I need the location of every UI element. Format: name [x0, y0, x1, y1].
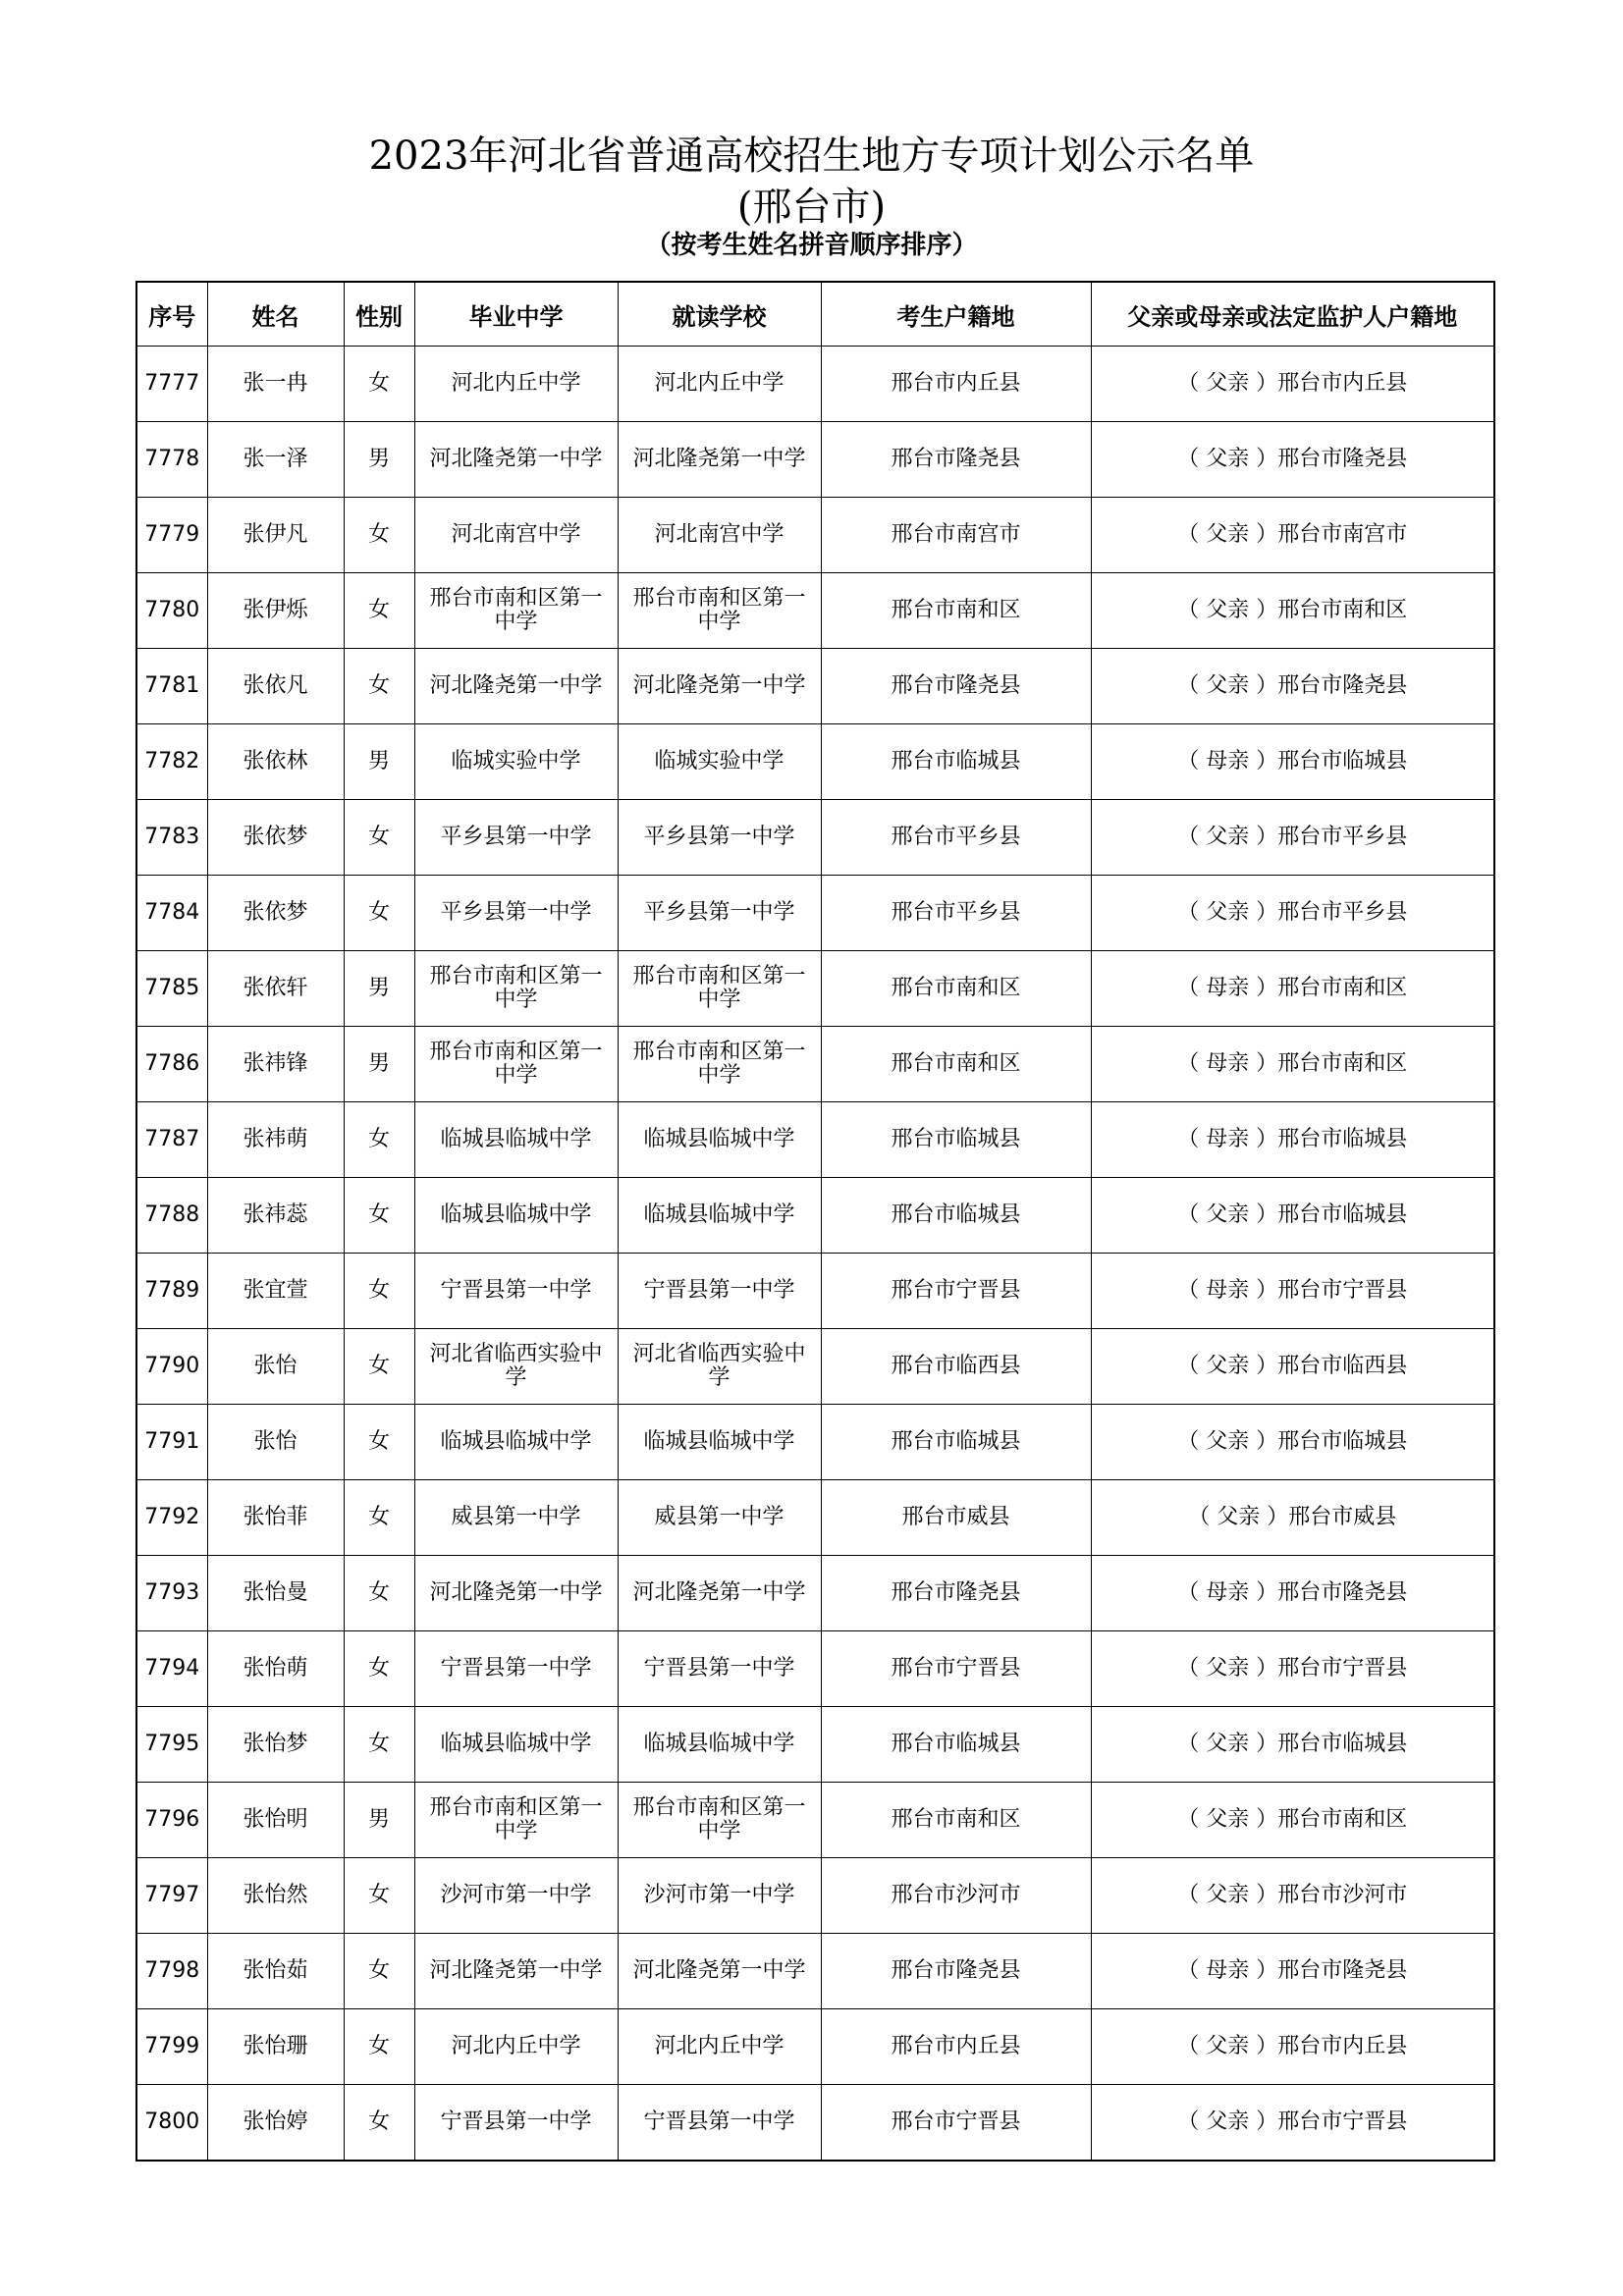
cell-serial: 7790: [136, 1329, 207, 1405]
cell-current-school: 河北隆尧第一中学: [618, 1556, 821, 1631]
cell-current-school: 河北内丘中学: [618, 2009, 821, 2085]
cell-serial: 7788: [136, 1178, 207, 1254]
cell-household: 邢台市南和区: [821, 1027, 1091, 1102]
cell-serial: 7798: [136, 1934, 207, 2009]
cell-name: 张祎蕊: [207, 1178, 344, 1254]
table-row: [136, 2085, 1494, 2162]
cell-name: 张怡梦: [207, 1707, 344, 1783]
cell-household: 邢台市南宫市: [821, 498, 1091, 573]
cell-serial: 7786: [136, 1027, 207, 1102]
cell-serial: 7799: [136, 2009, 207, 2085]
cell-name: 张一冉: [207, 347, 344, 422]
cell-graduate-school: 邢台市南和区第一中学: [414, 1783, 618, 1858]
table-row: [136, 422, 1494, 498]
cell-household: 邢台市平乡县: [821, 800, 1091, 876]
cell-serial: 7800: [136, 2085, 207, 2162]
cell-current-school: 河北隆尧第一中学: [618, 649, 821, 724]
cell-name: 张怡珊: [207, 2009, 344, 2085]
cell-serial: 7784: [136, 876, 207, 951]
cell-guardian-household: （ 父亲 ）邢台市宁晋县: [1091, 1631, 1494, 1707]
cell-household: 邢台市临城县: [821, 1707, 1091, 1783]
table-row: [136, 1934, 1494, 2009]
cell-serial: 7778: [136, 422, 207, 498]
table-row: [136, 2009, 1494, 2085]
cell-name: 张依梦: [207, 800, 344, 876]
cell-current-school: 宁晋县第一中学: [618, 1254, 821, 1329]
cell-current-school: 平乡县第一中学: [618, 876, 821, 951]
cell-serial: 7782: [136, 724, 207, 800]
cell-gender: 女: [344, 347, 414, 422]
cell-guardian-household: （ 母亲 ）邢台市临城县: [1091, 1102, 1494, 1178]
cell-guardian-household: （ 父亲 ）邢台市南和区: [1091, 573, 1494, 649]
cell-guardian-household: （ 父亲 ）邢台市威县: [1091, 1480, 1494, 1556]
cell-current-school: 邢台市南和区第一中学: [618, 951, 821, 1027]
table-row: [136, 1783, 1494, 1858]
cell-guardian-household: （ 父亲 ）邢台市南宫市: [1091, 498, 1494, 573]
cell-gender: 男: [344, 1027, 414, 1102]
cell-gender: 男: [344, 724, 414, 800]
cell-household: 邢台市临城县: [821, 1405, 1091, 1480]
cell-household: 邢台市南和区: [821, 951, 1091, 1027]
cell-gender: 女: [344, 1556, 414, 1631]
table-row: [136, 724, 1494, 800]
cell-guardian-household: （ 父亲 ）邢台市平乡县: [1091, 800, 1494, 876]
cell-gender: 女: [344, 1254, 414, 1329]
cell-household: 邢台市内丘县: [821, 347, 1091, 422]
cell-name: 张怡: [207, 1329, 344, 1405]
cell-graduate-school: 河北隆尧第一中学: [414, 1556, 618, 1631]
sort-note: （按考生姓名拼音顺序排序）: [645, 231, 978, 260]
cell-graduate-school: 宁晋县第一中学: [414, 2085, 618, 2162]
cell-serial: 7791: [136, 1405, 207, 1480]
cell-guardian-household: （ 父亲 ）邢台市平乡县: [1091, 876, 1494, 951]
table-row: [136, 1556, 1494, 1631]
header-cell: 父亲或母亲或法定监护人户籍地: [1091, 282, 1494, 347]
cell-guardian-household: （ 母亲 ）邢台市宁晋县: [1091, 1254, 1494, 1329]
cell-graduate-school: 河北省临西实验中学: [414, 1329, 618, 1405]
cell-serial: 7789: [136, 1254, 207, 1329]
cell-name: 张怡然: [207, 1858, 344, 1934]
cell-serial: 7780: [136, 573, 207, 649]
cell-household: 邢台市隆尧县: [821, 1934, 1091, 2009]
table-row: [136, 1178, 1494, 1254]
header-cell: 性别: [344, 282, 414, 347]
page-subtitle: (邢台市): [736, 185, 887, 230]
cell-gender: 女: [344, 2085, 414, 2162]
cell-gender: 女: [344, 2009, 414, 2085]
table-row: [136, 1707, 1494, 1783]
header-cell: 毕业中学: [414, 282, 618, 347]
cell-gender: 女: [344, 1102, 414, 1178]
cell-name: 张怡菲: [207, 1480, 344, 1556]
cell-graduate-school: 河北内丘中学: [414, 2009, 618, 2085]
cell-name: 张一泽: [207, 422, 344, 498]
cell-household: 邢台市临城县: [821, 1102, 1091, 1178]
cell-graduate-school: 邢台市南和区第一中学: [414, 573, 618, 649]
cell-guardian-household: （ 母亲 ）邢台市南和区: [1091, 1027, 1494, 1102]
cell-gender: 女: [344, 1329, 414, 1405]
header-cell: 考生户籍地: [821, 282, 1091, 347]
cell-graduate-school: 临城县临城中学: [414, 1707, 618, 1783]
table-body: [136, 347, 1494, 2162]
table-row: [136, 1254, 1494, 1329]
cell-graduate-school: 平乡县第一中学: [414, 876, 618, 951]
cell-graduate-school: 宁晋县第一中学: [414, 1631, 618, 1707]
roster-table: [135, 281, 1495, 2162]
cell-guardian-household: （ 父亲 ）邢台市内丘县: [1091, 347, 1494, 422]
cell-serial: 7783: [136, 800, 207, 876]
cell-gender: 女: [344, 1631, 414, 1707]
cell-current-school: 临城县临城中学: [618, 1405, 821, 1480]
cell-guardian-household: （ 父亲 ）邢台市临城县: [1091, 1405, 1494, 1480]
cell-graduate-school: 河北隆尧第一中学: [414, 649, 618, 724]
cell-current-school: 河北南宫中学: [618, 498, 821, 573]
cell-household: 邢台市宁晋县: [821, 1254, 1091, 1329]
cell-guardian-household: （ 母亲 ）邢台市隆尧县: [1091, 1556, 1494, 1631]
table-row: [136, 951, 1494, 1027]
cell-name: 张怡婷: [207, 2085, 344, 2162]
table-row: [136, 1102, 1494, 1178]
cell-gender: 女: [344, 1707, 414, 1783]
cell-current-school: 临城实验中学: [618, 724, 821, 800]
cell-serial: 7797: [136, 1858, 207, 1934]
cell-serial: 7779: [136, 498, 207, 573]
header-cell: 序号: [136, 282, 207, 347]
cell-name: 张依轩: [207, 951, 344, 1027]
cell-serial: 7796: [136, 1783, 207, 1858]
cell-gender: 女: [344, 1934, 414, 2009]
cell-household: 邢台市隆尧县: [821, 649, 1091, 724]
cell-household: 邢台市威县: [821, 1480, 1091, 1556]
cell-gender: 女: [344, 1858, 414, 1934]
cell-guardian-household: （ 母亲 ）邢台市南和区: [1091, 951, 1494, 1027]
cell-guardian-household: （ 父亲 ）邢台市隆尧县: [1091, 649, 1494, 724]
cell-household: 邢台市临城县: [821, 724, 1091, 800]
cell-guardian-household: （ 父亲 ）邢台市沙河市: [1091, 1858, 1494, 1934]
cell-household: 邢台市宁晋县: [821, 2085, 1091, 2162]
cell-current-school: 宁晋县第一中学: [618, 1631, 821, 1707]
cell-name: 张怡明: [207, 1783, 344, 1858]
cell-current-school: 威县第一中学: [618, 1480, 821, 1556]
cell-guardian-household: （ 父亲 ）邢台市临城县: [1091, 1178, 1494, 1254]
cell-graduate-school: 临城实验中学: [414, 724, 618, 800]
cell-household: 邢台市南和区: [821, 1783, 1091, 1858]
cell-current-school: 临城县临城中学: [618, 1102, 821, 1178]
cell-current-school: 河北内丘中学: [618, 347, 821, 422]
cell-gender: 女: [344, 876, 414, 951]
cell-gender: 男: [344, 951, 414, 1027]
header-cell: 就读学校: [618, 282, 821, 347]
table-row: [136, 876, 1494, 951]
cell-graduate-school: 河北隆尧第一中学: [414, 422, 618, 498]
cell-graduate-school: 沙河市第一中学: [414, 1858, 618, 1934]
cell-graduate-school: 临城县临城中学: [414, 1178, 618, 1254]
cell-graduate-school: 临城县临城中学: [414, 1102, 618, 1178]
cell-name: 张怡曼: [207, 1556, 344, 1631]
header-cell: 姓名: [207, 282, 344, 347]
cell-serial: 7794: [136, 1631, 207, 1707]
cell-household: 邢台市宁晋县: [821, 1631, 1091, 1707]
table-row: [136, 1405, 1494, 1480]
cell-serial: 7793: [136, 1556, 207, 1631]
cell-name: 张怡: [207, 1405, 344, 1480]
cell-household: 邢台市临西县: [821, 1329, 1091, 1405]
cell-gender: 女: [344, 1480, 414, 1556]
cell-household: 邢台市沙河市: [821, 1858, 1091, 1934]
cell-current-school: 河北隆尧第一中学: [618, 422, 821, 498]
cell-graduate-school: 威县第一中学: [414, 1480, 618, 1556]
cell-current-school: 河北省临西实验中学: [618, 1329, 821, 1405]
cell-graduate-school: 河北隆尧第一中学: [414, 1934, 618, 2009]
cell-gender: 男: [344, 1783, 414, 1858]
cell-name: 张祎锋: [207, 1027, 344, 1102]
cell-guardian-household: （ 父亲 ）邢台市内丘县: [1091, 2009, 1494, 2085]
cell-household: 邢台市临城县: [821, 1178, 1091, 1254]
cell-graduate-school: 河北内丘中学: [414, 347, 618, 422]
table-row: [136, 347, 1494, 422]
cell-gender: 女: [344, 800, 414, 876]
cell-graduate-school: 临城县临城中学: [414, 1405, 618, 1480]
cell-serial: 7781: [136, 649, 207, 724]
table-row: [136, 800, 1494, 876]
cell-current-school: 临城县临城中学: [618, 1707, 821, 1783]
page-title: 2023年河北省普通高校招生地方专项计划公示名单: [368, 133, 1255, 179]
cell-graduate-school: 邢台市南和区第一中学: [414, 1027, 618, 1102]
cell-serial: 7795: [136, 1707, 207, 1783]
cell-current-school: 邢台市南和区第一中学: [618, 1027, 821, 1102]
table-row: [136, 649, 1494, 724]
cell-guardian-household: （ 父亲 ）邢台市隆尧县: [1091, 422, 1494, 498]
table-row: [136, 1858, 1494, 1934]
cell-name: 张依凡: [207, 649, 344, 724]
cell-serial: 7785: [136, 951, 207, 1027]
table-row: [136, 1480, 1494, 1556]
table-row: [136, 1027, 1494, 1102]
cell-current-school: 邢台市南和区第一中学: [618, 573, 821, 649]
cell-graduate-school: 平乡县第一中学: [414, 800, 618, 876]
cell-serial: 7792: [136, 1480, 207, 1556]
cell-graduate-school: 河北南宫中学: [414, 498, 618, 573]
cell-gender: 女: [344, 498, 414, 573]
cell-name: 张祎萌: [207, 1102, 344, 1178]
cell-graduate-school: 宁晋县第一中学: [414, 1254, 618, 1329]
cell-name: 张依梦: [207, 876, 344, 951]
cell-gender: 女: [344, 573, 414, 649]
table-row: [136, 573, 1494, 649]
cell-name: 张宜萱: [207, 1254, 344, 1329]
cell-household: 邢台市内丘县: [821, 2009, 1091, 2085]
cell-guardian-household: （ 母亲 ）邢台市隆尧县: [1091, 1934, 1494, 2009]
table-row: [136, 1631, 1494, 1707]
table-header-row: [136, 282, 1494, 347]
cell-household: 邢台市平乡县: [821, 876, 1091, 951]
cell-household: 邢台市隆尧县: [821, 422, 1091, 498]
cell-name: 张伊凡: [207, 498, 344, 573]
cell-current-school: 平乡县第一中学: [618, 800, 821, 876]
cell-guardian-household: （ 父亲 ）邢台市临城县: [1091, 1707, 1494, 1783]
cell-name: 张怡萌: [207, 1631, 344, 1707]
cell-guardian-household: （ 母亲 ）邢台市临城县: [1091, 724, 1494, 800]
cell-current-school: 邢台市南和区第一中学: [618, 1783, 821, 1858]
cell-serial: 7787: [136, 1102, 207, 1178]
cell-household: 邢台市南和区: [821, 573, 1091, 649]
cell-name: 张依林: [207, 724, 344, 800]
cell-name: 张伊烁: [207, 573, 344, 649]
cell-gender: 女: [344, 649, 414, 724]
cell-household: 邢台市隆尧县: [821, 1556, 1091, 1631]
cell-serial: 7777: [136, 347, 207, 422]
cell-current-school: 宁晋县第一中学: [618, 2085, 821, 2162]
cell-current-school: 河北隆尧第一中学: [618, 1934, 821, 2009]
cell-gender: 女: [344, 1178, 414, 1254]
cell-graduate-school: 邢台市南和区第一中学: [414, 951, 618, 1027]
cell-guardian-household: （ 父亲 ）邢台市临西县: [1091, 1329, 1494, 1405]
table-row: [136, 498, 1494, 573]
cell-guardian-household: （ 父亲 ）邢台市南和区: [1091, 1783, 1494, 1858]
cell-current-school: 沙河市第一中学: [618, 1858, 821, 1934]
cell-current-school: 临城县临城中学: [618, 1178, 821, 1254]
cell-gender: 女: [344, 1405, 414, 1480]
cell-name: 张怡茹: [207, 1934, 344, 2009]
cell-gender: 男: [344, 422, 414, 498]
table-row: [136, 1329, 1494, 1405]
cell-guardian-household: （ 父亲 ）邢台市宁晋县: [1091, 2085, 1494, 2162]
